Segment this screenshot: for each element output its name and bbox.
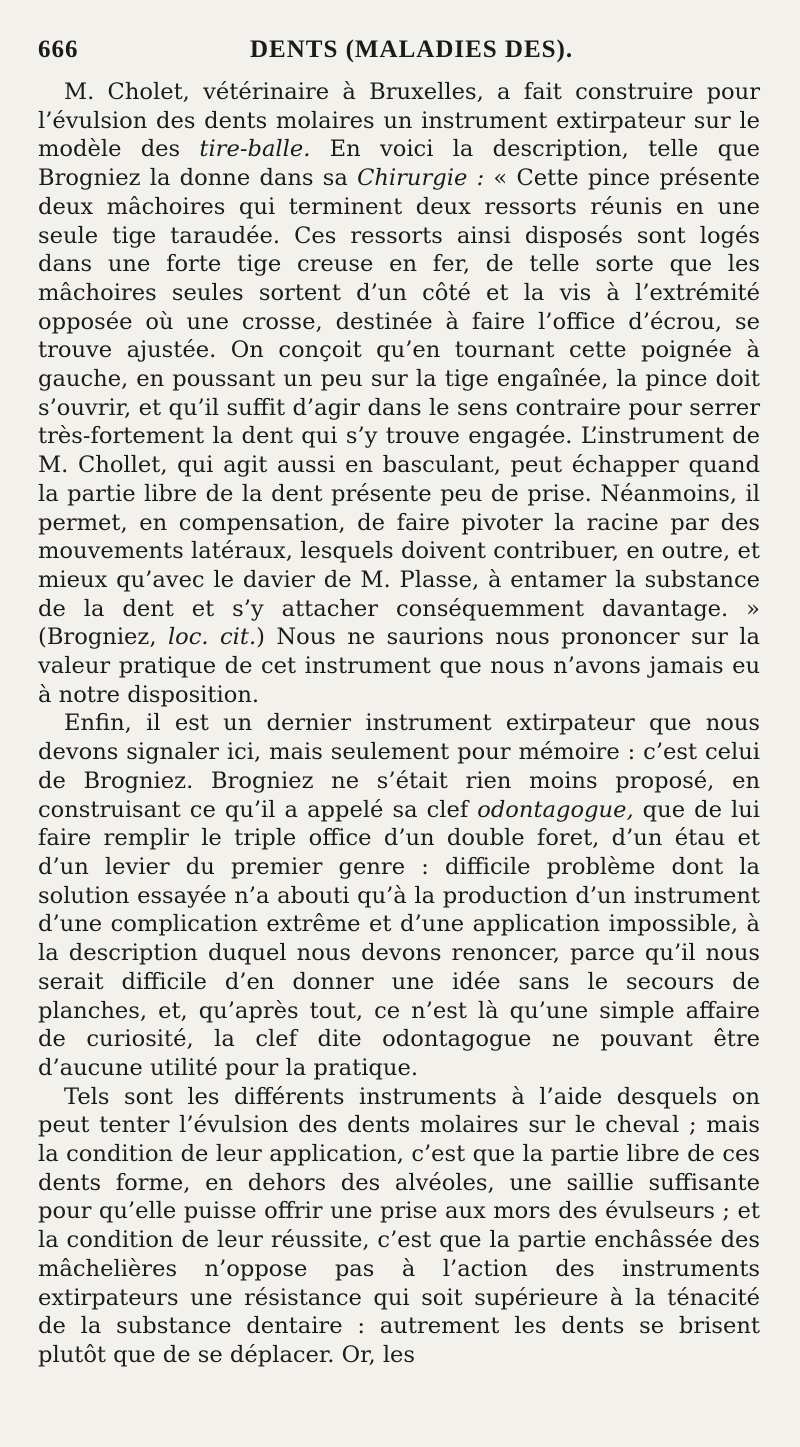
running-title: DENTS (MALADIES DES).: [250, 36, 574, 63]
italic-title-chirurgie: Chirurgie :: [357, 165, 485, 192]
paragraph-conditions: [38, 1083, 760, 1370]
book-page: [38, 28, 760, 1370]
text-run: Enfin, il est un dernier instrument extirpateur que nous devons signaler ici, mais seulement pour mémoire : c’est celui de Brogniez. Brogniez ne s’était rien moins proposé, en construisant ce qu’il a appelé sa clef: [38, 710, 760, 823]
text-run: ) Nous ne saurions nous prononcer sur la valeur pratique de cet instrument que nous n’avons jamais eu à notre disposition.: [38, 624, 760, 708]
quoted-description: « Cette pince présente deux mâchoires qui terminent deux ressorts réunis en une seule tige taraudée. Ces ressorts ainsi disposés sont logés dans une forte tige creuse en fer, de telle sorte que les mâchoires seules sortent d’un côté et la vis à l’extrémité opposée où une crosse, destinée à faire l’office d’écrou, se trouve ajustée. On conçoit qu’en tournant cette poignée à gauche, en poussant un peu sur la tige engaînée, la pince doit s’ouvrir, et qu’il suffit d’agir dans le sens contraire pour serrer très-fortement la dent qui s’y trouve engagée. L’instrument de M. Chollet, qui agit aussi en basculant, peut échapper quand la partie libre de la dent présente peu de prise. Néanmoins, il permet, en compensation, de faire pivoter la racine par des mouvements latéraux, lesquels doivent contribuer, en outre, et mieux qu’avec le davier de M. Plasse, à entamer la substance de la dent et s’y attacher conséquemment davantage. » (Brogniez,: [38, 165, 760, 651]
italic-citation-loc-cit: loc. cit.: [167, 624, 257, 651]
text-run: M. Cholet, vétérinaire à Bruxelles, a fait construire pour l’évulsion des dents molaires un instrument extirpateur sur le modèle des: [38, 79, 760, 163]
italic-term-odontagogue: odontagogue,: [477, 796, 634, 823]
italic-term-tire-balle: tire-balle.: [199, 136, 311, 163]
body-text: [38, 78, 760, 1370]
text-run: que de lui faire remplir le triple office d’un double foret, d’un étau et d’un levier du premier genre : difficile problème dont la solution essayée n’a abouti qu’à la production d’un instrument d’une complication extrême et d’une application impossible, à la description duquel nous devons renoncer, parce qu’il nous serait difficile d’en donner une idée sans le secours de planches, et, qu’après tout, ce n’est là qu’une simple affaire de curiosité, la clef dite odontagogue ne pouvant être d’aucune utilité pour la pratique.: [38, 796, 760, 1081]
paragraph-cholet-instrument: [38, 78, 760, 709]
running-head: [38, 28, 760, 68]
paragraph-brogniez-key: [38, 709, 760, 1082]
page-number: 666: [38, 36, 79, 63]
text-run: En voici la description, telle que Brogniez la donne dans sa: [38, 136, 760, 192]
text-run: Tels sont les différents instruments à l’aide desquels on peut tenter l’évulsion des dents molaires sur le cheval ; mais la condition de leur application, c’est que la partie libre de ces dents forme, en dehors des alvéoles, une saillie suffisante pour qu’elle puisse offrir une prise aux mors des évulseurs ; et la condition de leur réussite, c’est que la partie enchâssée des mâchelières n’oppose pas à l’action des instruments extirpateurs une résistance qui soit supérieure à la ténacité de la substance dentaire : autrement les dents se brisent plutôt que de se déplacer. Or, les: [38, 1083, 760, 1368]
